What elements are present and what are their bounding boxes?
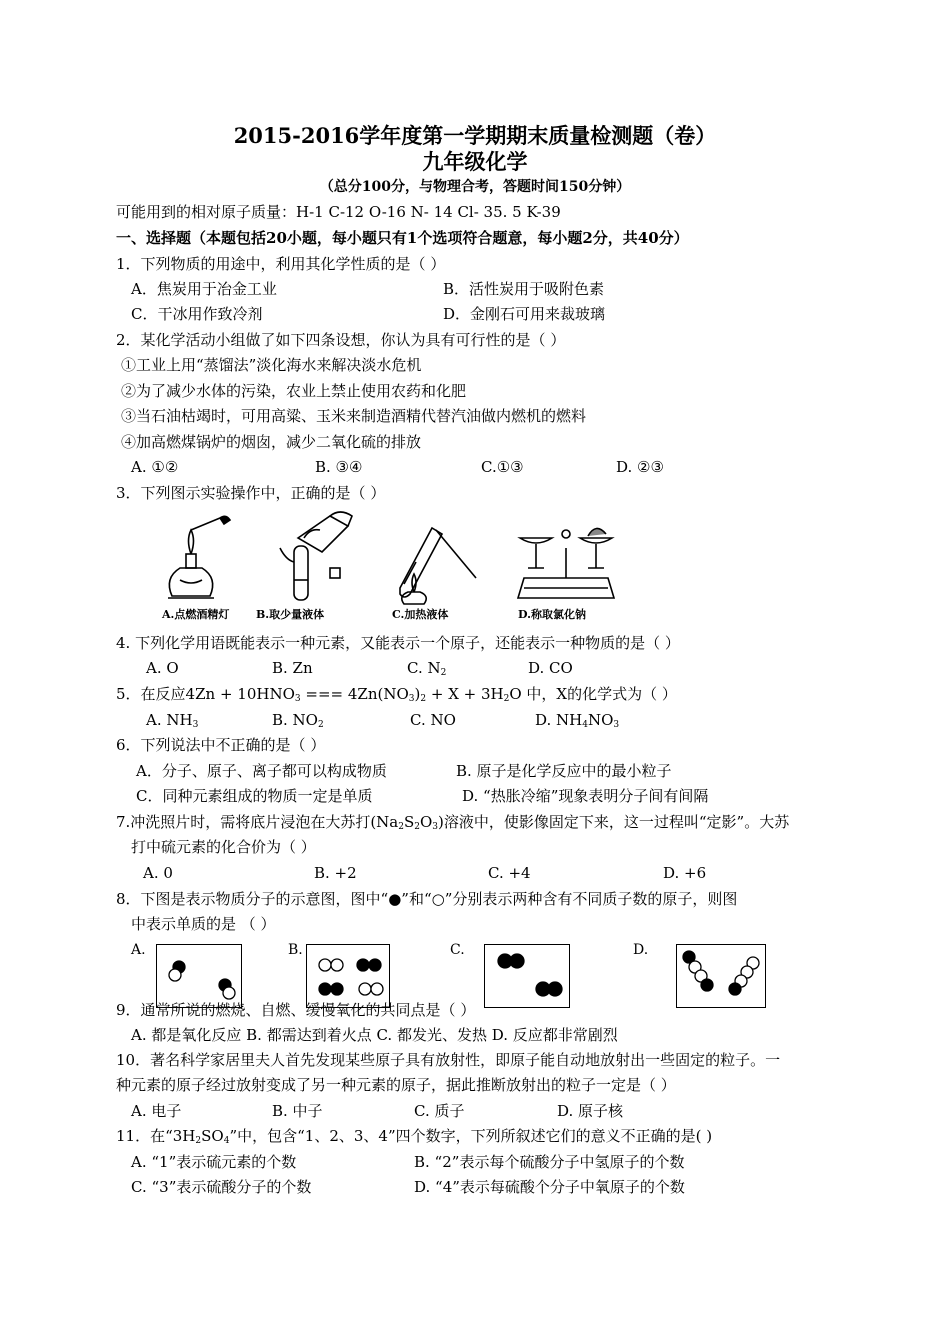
q6-stem: 6．下列说法中不正确的是（ ）: [116, 736, 326, 754]
exam-note: （总分100分，与物理合考，答题时间150分钟）: [319, 179, 631, 195]
q3-caption-d: D.称取氯化钠: [518, 608, 586, 621]
q8-label-c: C.: [450, 942, 465, 958]
q4-stem: 4. 下列化学用语既能表示一种元素，又能表示一个原子，还能表示一种物质的是（ ）: [116, 634, 680, 652]
q1-option-d: D．金刚石可用来裁玻璃: [443, 305, 606, 323]
q9-stem: 9．通常所说的燃烧、自燃、缓慢氧化的共同点是（ ）: [116, 1001, 476, 1019]
q8-diagram-c: [484, 944, 570, 1008]
q7-option-d: D. +6: [663, 864, 707, 882]
exam-title: 2015-2016学年度第一学期期末质量检测题（卷）: [233, 123, 717, 148]
q11-stem: 11．在“$3H_2SO_4$”中，包含“1、2、3、4”四个数字，下列所叙述它们的意义不正确的是( ): [116, 1127, 713, 1146]
q8-label-a: A.: [131, 942, 146, 958]
q1-option-b: B．活性炭用于吸附色素: [443, 280, 605, 298]
q8-label-b: B.: [288, 942, 303, 958]
q10-stem: 10．著名科学家居里夫人首先发现某些原子具有放射性，即原子能自动地放射出一些固定的粒子。一: [116, 1051, 781, 1069]
q8-label-d: D.: [633, 942, 649, 958]
q4-option-d: D. CO: [528, 659, 573, 677]
q8-stem-line2: 中表示单质的是 （ ）: [131, 915, 276, 933]
q10-option-a: A. 电子: [131, 1102, 182, 1120]
q6-option-b: B. 原子是化学反应中的最小粒子: [456, 762, 672, 780]
q2-option-a: A. ①②: [131, 458, 179, 476]
q4-option-a: A. O: [146, 659, 179, 677]
q7-option-c: C. +4: [488, 864, 531, 882]
q10-option-b: B. 中子: [272, 1102, 323, 1120]
q3-caption-a: A.点燃酒精灯: [162, 608, 230, 621]
q11-option-d: D. “4”表示每硫酸个分子中氧原子的个数: [414, 1178, 685, 1196]
q3-stem: 3．下列图示实验操作中，正确的是（ ）: [116, 484, 386, 502]
q8-stem: 8．下图是表示物质分子的示意图，图中“●”和“○”分别表示两种含有不同质子数的原子，则图: [116, 890, 738, 908]
q7-option-b: B. +2: [314, 864, 357, 882]
q7-stem: 7.冲洗照片时，需将底片浸泡在大苏打$(Na_2S_2O_3)$溶液中，使影像固定下来，这一过程叫“定影”。大苏: [116, 813, 790, 832]
q9-options: A. 都是氧化反应 B. 都需达到着火点 C. 都发光、发热 D. 反应都非常剧烈: [131, 1026, 618, 1044]
q4-option-c: C. $N_2$: [407, 659, 447, 678]
q2-statement-1: ①工业上用“蒸馏法”淡化海水来解决淡水危机: [121, 356, 422, 374]
q3-caption-c: C.加热液体: [392, 608, 449, 621]
q3-caption-b: B.取少量液体: [256, 608, 325, 621]
q5-option-b: B. $NO_2$: [272, 711, 324, 730]
q1-stem: 1．下列物质的用途中，利用其化学性质的是（ ）: [116, 255, 446, 273]
q5-stem: 5．在反应$4Zn + 10HNO_3$ === $4Zn(NO_3)_2 + X + 3H_2O$ 中，X的化学式为（ ）: [116, 685, 677, 704]
q10-option-c: C. 质子: [414, 1102, 465, 1120]
q1-option-a: A．焦炭用于冶金工业: [131, 280, 277, 298]
q10-option-d: D. 原子核: [557, 1102, 624, 1120]
exam-subtitle: 九年级化学: [422, 149, 528, 174]
q2-stem: 2．某化学活动小组做了如下四条设想，你认为具有可行性的是（ ）: [116, 331, 566, 349]
q5-option-d: D. $NH_4NO_3$: [535, 711, 620, 730]
q2-statement-2: ②为了减少水体的污染，农业上禁止使用农药和化肥: [121, 382, 467, 400]
section-heading: 一、选择题（本题包括20小题，每小题只有1个选项符合题意，每小题2分，共40分）: [116, 229, 689, 247]
q7-stem-line2: 打中硫元素的化合价为（ ）: [131, 838, 316, 856]
q6-option-d: D. “热胀冷缩”现象表明分子间有间隔: [462, 787, 709, 805]
q11-option-a: A. “1”表示硫元素的个数: [131, 1153, 297, 1171]
q5-option-c: C. NO: [410, 711, 456, 729]
q7-option-a: A. 0: [143, 864, 173, 882]
q6-option-a: A．分子、原子、离子都可以构成物质: [136, 762, 387, 780]
q8-diagram-b: [306, 944, 390, 1008]
q11-option-b: B. “2”表示每个硫酸分子中氢原子的个数: [414, 1153, 685, 1171]
q6-option-c: C．同种元素组成的物质一定是单质: [136, 787, 373, 805]
q1-option-c: C．干冰用作致冷剂: [131, 305, 263, 323]
q2-statement-4: ④加高燃煤锅炉的烟囱，减少二氧化硫的排放: [121, 433, 422, 451]
q2-statement-3: ③当石油枯竭时，可用高粱、玉米来制造酒精代替汽油做内燃机的燃料: [121, 407, 587, 425]
atomic-masses: 可能用到的相对原子质量：H-1 C-12 O-16 N- 14 Cl- 35. 5 K-39: [116, 203, 561, 221]
q11-option-c: C. “3”表示硫酸分子的个数: [131, 1178, 312, 1196]
q2-option-d: D. ②③: [616, 458, 664, 476]
q8-diagram-a: [156, 944, 242, 1008]
q5-option-a: A. $NH_3$: [146, 711, 199, 730]
q2-option-c: C.①③: [481, 458, 524, 476]
q2-option-b: B. ③④: [315, 458, 363, 476]
q10-stem-line2: 种元素的原子经过放射变成了另一种元素的原子，据此推断放射出的粒子一定是（ ）: [116, 1076, 676, 1094]
q4-option-b: B. Zn: [272, 659, 313, 677]
q8-diagram-d: [676, 944, 766, 1008]
